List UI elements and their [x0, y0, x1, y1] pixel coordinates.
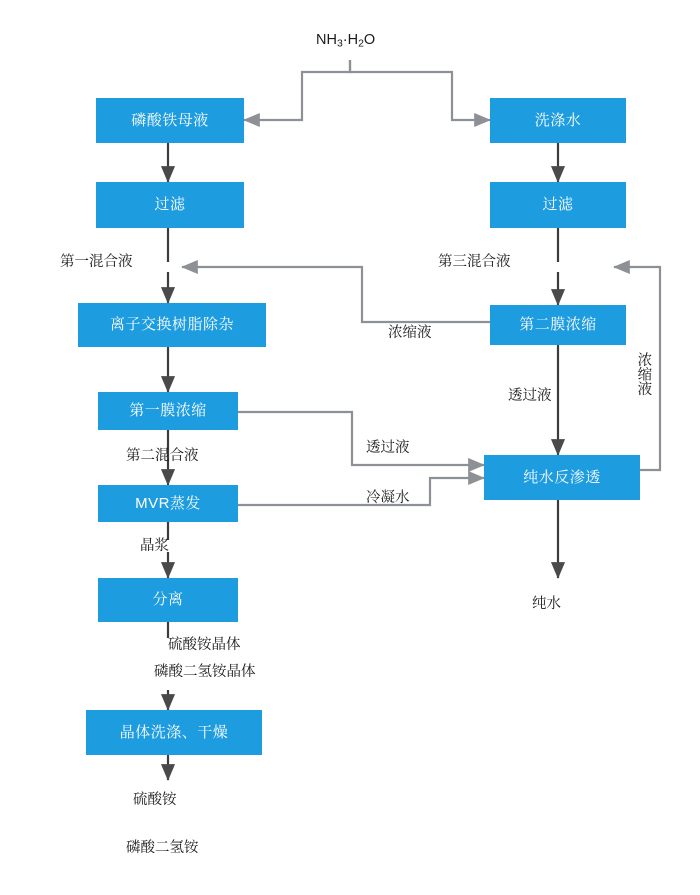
- stream-label-first-mixed-liquor: 第一混合液: [60, 254, 133, 270]
- node-second-membrane-concentration[interactable]: [490, 305, 626, 345]
- node-label: 离子交换树脂除杂: [109, 316, 234, 333]
- stream-label-concentrate-right: 浓缩液: [635, 352, 652, 396]
- node-separation[interactable]: [98, 578, 238, 622]
- node-first-membrane-concentration[interactable]: [98, 392, 238, 430]
- node-label: 晶体洗涤、干燥: [119, 723, 229, 741]
- node-label: 第二膜浓缩: [519, 316, 597, 333]
- node-label: 分离: [152, 591, 184, 608]
- stream-label-ammonium-sulfate-product: 硫酸铵: [133, 792, 177, 808]
- node-wash-water[interactable]: [490, 98, 626, 143]
- stream-label-concentrate-left: 浓缩液: [388, 325, 432, 341]
- node-filtration-left[interactable]: [96, 182, 244, 228]
- node-label: 磷酸铁母液: [131, 111, 209, 129]
- stream-label-monoammonium-phosphate-crystal: 磷酸二氢铵晶体: [154, 664, 256, 680]
- node-label: 过滤: [542, 196, 574, 213]
- node-label: 过滤: [154, 196, 186, 213]
- node-filtration-right[interactable]: [490, 182, 626, 228]
- node-crystal-wash-dry[interactable]: [86, 710, 262, 755]
- stream-label-condensate: 冷凝水: [366, 490, 410, 506]
- node-pure-water-reverse-osmosis[interactable]: [484, 455, 640, 500]
- stream-label-second-mixed-liquor: 第二混合液: [126, 448, 199, 464]
- stream-label-monoammonium-phosphate-product: 磷酸二氢铵: [126, 840, 199, 856]
- reagent-label: $NH_3\cdot H_2O$: [316, 32, 376, 50]
- stream-label-crystal-slurry: 晶浆: [140, 538, 169, 554]
- stream-label-pure-water-product: 纯水: [532, 596, 561, 612]
- node-iron-phosphate-mother-liquor[interactable]: [96, 98, 244, 143]
- node-label: 第一膜浓缩: [129, 402, 207, 419]
- stream-label-third-mixed-liquor: 第三混合液: [438, 254, 511, 270]
- node-label: 纯水反渗透: [523, 468, 601, 486]
- stream-label-permeate-upper: 透过液: [508, 388, 552, 404]
- node-label: MVR蒸发: [135, 494, 201, 512]
- node-ion-exchange-resin[interactable]: [78, 303, 266, 347]
- node-label: 洗涤水: [534, 111, 582, 129]
- stream-label-ammonium-sulfate-crystal: 硫酸铵晶体: [168, 637, 241, 653]
- node-mvr-evaporation[interactable]: [98, 485, 238, 522]
- stream-label-permeate-lower: 透过液: [366, 440, 410, 456]
